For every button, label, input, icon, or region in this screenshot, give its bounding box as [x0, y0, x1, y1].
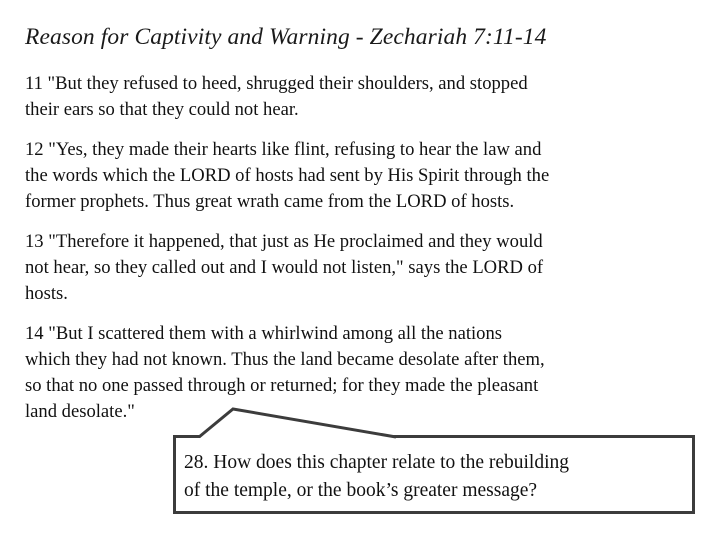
- verse-11: 11 "But they refused to heed, shrugged their shoulders, and stopped their ears so that they could not hear.: [25, 73, 528, 120]
- slide-title: Reason for Captivity and Warning - Zechariah 7:11-14: [25, 24, 547, 50]
- question-callout: [173, 435, 695, 514]
- verse-13: 13 "Therefore it happened, that just as He proclaimed and they would not hear, so they called out and I would not listen," says the LORD of hosts.: [25, 231, 544, 304]
- verse-12: 12 "Yes, they made their hearts like flint, refusing to hear the law and the words which the LORD of hosts had sent by His Spirit through the former prophets. Thus great wrath came from the LORD of hosts.: [25, 139, 550, 212]
- question-text: 28. How does this chapter relate to the rebuilding of the temple, or the book’s greater message?: [184, 452, 570, 501]
- verse-14: 14 "But I scattered them with a whirlwind among all the nations which they had not known. Thus the land became desolate after them, so that no one passed through or returned; for they made the pleasant land desolate.": [25, 323, 545, 422]
